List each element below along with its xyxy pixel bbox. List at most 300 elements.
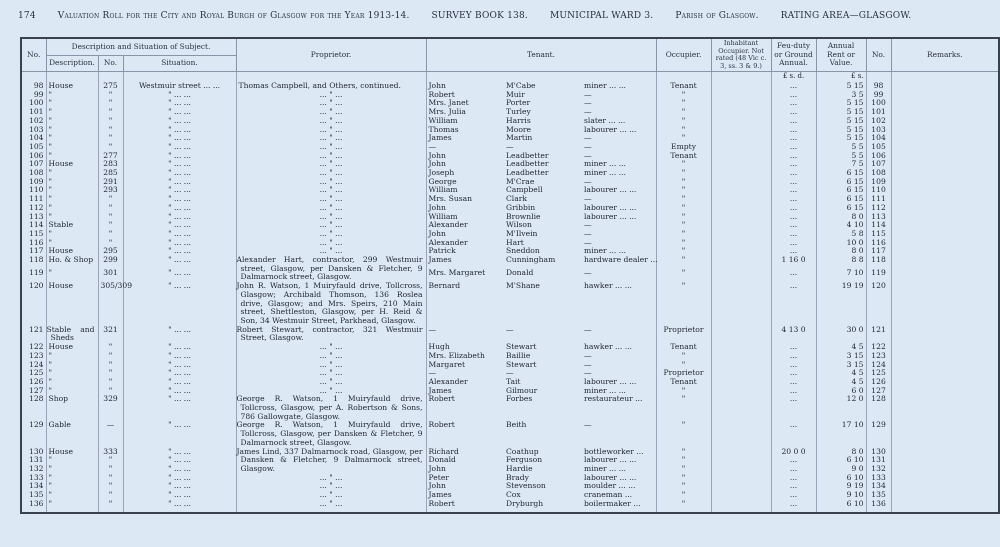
tenant-first-name: Donald <box>426 456 504 465</box>
proprietor: Robert Stewart, contractor, 321 Westmuir Street, Glasgow. <box>236 326 426 343</box>
street-number: " <box>98 361 123 370</box>
feu-duty: ... <box>771 195 816 204</box>
remarks <box>891 230 999 239</box>
proprietor: ... " ... <box>236 247 426 256</box>
inhabitant-occupier <box>711 160 771 169</box>
occupier: " <box>656 491 711 500</box>
inhabitant-occupier <box>711 326 771 343</box>
annual-rent: 6 10 <box>816 474 866 483</box>
tenant-surname: Harris <box>506 115 531 125</box>
occupier: " <box>656 395 711 421</box>
inhabitant-occupier <box>711 465 771 474</box>
occupier: " <box>656 178 711 187</box>
rent-units: £ s. <box>816 72 866 83</box>
street-number: " <box>98 221 123 230</box>
tenant-occupation: hawker ... ... <box>582 343 656 352</box>
occupier: Proprietor <box>656 326 711 343</box>
remarks <box>891 213 999 222</box>
street-number: 277 <box>98 152 123 161</box>
occupier: " <box>656 456 711 465</box>
tenant-first-name: Mrs. Janet <box>426 99 504 108</box>
remarks <box>891 491 999 500</box>
tenant-surname: — <box>506 368 514 378</box>
feu-duty: ... <box>771 378 816 387</box>
entry-number: 122 <box>21 343 46 352</box>
remarks <box>891 134 999 143</box>
col-inhabitant: Inhabitant Occupier. Not rated (48 Vic c. 3, ss. 3 & 9.) <box>711 38 771 72</box>
inhabitant-occupier <box>711 282 771 326</box>
tenant-first-name: Robert <box>426 500 504 514</box>
tenant-surname: Donald <box>506 268 534 278</box>
description: " <box>46 269 98 282</box>
street-number: " <box>98 369 123 378</box>
entry-number-right: 134 <box>866 482 891 491</box>
tenant-first-name: Joseph <box>426 169 504 178</box>
table-row <box>21 395 999 421</box>
proprietor: ... " ... <box>236 213 426 222</box>
entry-number: 127 <box>21 387 46 396</box>
inhabitant-occupier <box>711 230 771 239</box>
entry-number: 104 <box>21 134 46 143</box>
tenant-occupation: — <box>582 152 656 161</box>
description: " <box>46 178 98 187</box>
proprietor: ... " ... <box>236 178 426 187</box>
description: " <box>46 213 98 222</box>
feu-duty: ... <box>771 491 816 500</box>
tenant-occupation: miner ... ... <box>582 82 656 91</box>
situation: " ... ... <box>123 117 236 126</box>
street-number: " <box>98 352 123 361</box>
tenant-occupation: miner ... ... <box>582 387 656 396</box>
inhabitant-occupier <box>711 352 771 361</box>
entry-number: 124 <box>21 361 46 370</box>
remarks <box>891 82 999 91</box>
situation: " ... ... <box>123 456 236 465</box>
roll-title: Valuation Roll for the City and Royal Burgh of Glasgow for the Year 1913-14. <box>57 11 410 21</box>
tenant-surname: Ferguson <box>506 455 543 465</box>
description: " <box>46 186 98 195</box>
situation: " ... ... <box>123 352 236 361</box>
street-number: " <box>98 456 123 465</box>
remarks <box>891 178 999 187</box>
proprietor: ... " ... <box>236 152 426 161</box>
entry-number: 121 <box>21 326 46 343</box>
remarks <box>891 456 999 465</box>
description: " <box>46 500 98 514</box>
street-number: " <box>98 474 123 483</box>
remarks <box>891 256 999 269</box>
street-number: 305/309 <box>98 282 123 326</box>
inhabitant-occupier <box>711 448 771 457</box>
entry-number-right: 101 <box>866 108 891 117</box>
tenant-occupation: — <box>582 421 656 447</box>
inhabitant-occupier <box>711 247 771 256</box>
situation: " ... ... <box>123 269 236 282</box>
feu-duty: ... <box>771 82 816 91</box>
tenant-surname: M'Crae <box>506 176 535 186</box>
remarks <box>891 247 999 256</box>
tenant-first-name: Bernard <box>426 282 504 326</box>
remarks <box>891 152 999 161</box>
street-number: " <box>98 195 123 204</box>
proprietor: George R. Watson, 1 Muiryfauld drive, Tollcross, Glasgow, per A. Robertson & Sons, 786 Gallowgate, Glasgow. <box>236 395 426 421</box>
occupier: " <box>656 91 711 100</box>
entry-number: 110 <box>21 186 46 195</box>
tenant-first-name: Mrs. Elizabeth <box>426 352 504 361</box>
occupier: " <box>656 448 711 457</box>
annual-rent: 9 19 <box>816 482 866 491</box>
situation: " ... ... <box>123 387 236 396</box>
feu-duty: ... <box>771 343 816 352</box>
col-situation: Situation. <box>123 55 236 71</box>
description: Ho. & Shop <box>46 256 98 269</box>
street-number: 329 <box>98 395 123 421</box>
entry-number: 109 <box>21 178 46 187</box>
tenant-occupation: miner ... ... <box>582 247 656 256</box>
annual-rent: 8 0 <box>816 448 866 457</box>
tenant-first-name: Patrick <box>426 247 504 256</box>
occupier: " <box>656 282 711 326</box>
valuation-table <box>20 37 1000 514</box>
entry-number: 107 <box>21 160 46 169</box>
situation: " ... ... <box>123 152 236 161</box>
entry-number: 111 <box>21 195 46 204</box>
description: " <box>46 465 98 474</box>
street-number: " <box>98 343 123 352</box>
tenant-surname: Brownlie <box>506 211 541 221</box>
entry-number: 128 <box>21 395 46 421</box>
situation: " ... ... <box>123 178 236 187</box>
inhabitant-occupier <box>711 186 771 195</box>
entry-number-right: 126 <box>866 378 891 387</box>
inhabitant-occupier <box>711 134 771 143</box>
feu-duty: ... <box>771 395 816 421</box>
tenant-surname: Gilmour <box>506 385 538 395</box>
col-rent: Annual Rent or Value. <box>816 38 866 72</box>
description: " <box>46 108 98 117</box>
occupier: Tenant <box>656 378 711 387</box>
tenant-occupation: labourer ... ... <box>582 186 656 195</box>
entry-number-right: 99 <box>866 91 891 100</box>
description: " <box>46 169 98 178</box>
table-row <box>21 500 999 514</box>
remarks <box>891 239 999 248</box>
street-number: " <box>98 378 123 387</box>
tenant-first-name: John <box>426 465 504 474</box>
situation: " ... ... <box>123 361 236 370</box>
street-number: 321 <box>98 326 123 343</box>
street-number: " <box>98 239 123 248</box>
tenant-occupation: — <box>582 269 656 282</box>
tenant-occupation: — <box>582 108 656 117</box>
proprietor: John R. Watson, 1 Muiryfauld drive, Tollcross, Glasgow; Archibald Thomson, 136 Roslea drive, Glasgow; and Mrs. Speirs, 210 Main street, Shettleston, Glasgow, per H. Reid & Son, 34 Westmuir Street, Parkhead, Glasgow. <box>236 282 426 326</box>
situation: " ... ... <box>123 343 236 352</box>
remarks <box>891 221 999 230</box>
inhabitant-occupier <box>711 387 771 396</box>
situation: " ... ... <box>123 221 236 230</box>
remarks <box>891 169 999 178</box>
annual-rent: 5 15 <box>816 82 866 91</box>
feu-duty: ... <box>771 91 816 100</box>
tenant-occupation: — <box>582 326 656 343</box>
entry-number: 102 <box>21 117 46 126</box>
situation: Westmuir street ... ... <box>123 82 236 91</box>
inhabitant-occupier <box>711 152 771 161</box>
tenant-surname: Baillie <box>506 350 531 360</box>
entry-number: 130 <box>21 448 46 457</box>
tenant-surname: Stewart <box>506 342 537 352</box>
inhabitant-occupier <box>711 204 771 213</box>
proprietor: Thomas Campbell, and Others, continued. <box>236 82 426 91</box>
feu-duty: ... <box>771 126 816 135</box>
occupier: " <box>656 108 711 117</box>
entry-number-right: 111 <box>866 195 891 204</box>
entry-number: 131 <box>21 456 46 465</box>
occupier: " <box>656 352 711 361</box>
occupier: " <box>656 221 711 230</box>
annual-rent: 6 10 <box>816 456 866 465</box>
occupier: " <box>656 465 711 474</box>
street-number: 283 <box>98 160 123 169</box>
annual-rent: 6 15 <box>816 204 866 213</box>
inhabitant-occupier <box>711 369 771 378</box>
entry-number-right: 110 <box>866 186 891 195</box>
entry-number-right: 127 <box>866 387 891 396</box>
col-number: No. <box>98 55 123 71</box>
tenant-occupation: miner ... ... <box>582 465 656 474</box>
tenant-occupation: — <box>582 352 656 361</box>
feu-duty: ... <box>771 247 816 256</box>
entry-number: 129 <box>21 421 46 447</box>
proprietor: Alexander Hart, contractor, 299 Westmuir street, Glasgow, per Dansken & Fletcher, 9 Dalmarnock street, Glasgow. <box>236 256 426 282</box>
situation: " ... ... <box>123 369 236 378</box>
inhabitant-occupier <box>711 421 771 447</box>
tenant-first-name: Richard <box>426 448 504 457</box>
tenant-surname: M'Shane <box>506 281 540 291</box>
inhabitant-occupier <box>711 213 771 222</box>
description: House <box>46 448 98 457</box>
annual-rent: 5 5 <box>816 152 866 161</box>
tenant-first-name: John <box>426 152 504 161</box>
street-number: " <box>98 91 123 100</box>
annual-rent: 8 0 <box>816 213 866 222</box>
tenant-first-name: Robert <box>426 91 504 100</box>
entry-number: 132 <box>21 465 46 474</box>
description: " <box>46 204 98 213</box>
situation: " ... ... <box>123 282 236 326</box>
occupier: Empty <box>656 143 711 152</box>
occupier: " <box>656 169 711 178</box>
entry-number-right: 120 <box>866 282 891 326</box>
situation: " ... ... <box>123 160 236 169</box>
tenant-occupation: miner ... ... <box>582 160 656 169</box>
inhabitant-occupier <box>711 82 771 91</box>
tenant-first-name: — <box>426 326 504 343</box>
proprietor: George R. Watson, 1 Muiryfauld drive, Tollcross, Glasgow, per Dansken & Fletcher, 9 Dalmarnock street, Glasgow. <box>236 421 426 447</box>
remarks <box>891 352 999 361</box>
annual-rent: 8 8 <box>816 256 866 269</box>
description: " <box>46 474 98 483</box>
entry-number-right: 98 <box>866 82 891 91</box>
remarks <box>891 117 999 126</box>
street-number: 295 <box>98 247 123 256</box>
entry-number: 116 <box>21 239 46 248</box>
tenant-first-name: John <box>426 204 504 213</box>
situation: " ... ... <box>123 213 236 222</box>
tenant-surname: Sneddon <box>506 246 540 256</box>
street-number: " <box>98 134 123 143</box>
inhabitant-occupier <box>711 117 771 126</box>
occupier: " <box>656 421 711 447</box>
feu-duty: ... <box>771 282 816 326</box>
street-number: " <box>98 108 123 117</box>
description: " <box>46 378 98 387</box>
situation: " ... ... <box>123 326 236 343</box>
situation: " ... ... <box>123 108 236 117</box>
description: " <box>46 195 98 204</box>
tenant-surname: Leadbetter <box>506 168 549 178</box>
street-number: 333 <box>98 448 123 457</box>
street-number: " <box>98 126 123 135</box>
annual-rent: 9 0 <box>816 465 866 474</box>
entry-number: 133 <box>21 474 46 483</box>
entry-number: 99 <box>21 91 46 100</box>
tenant-first-name: Alexander <box>426 221 504 230</box>
tenant-surname: Hart <box>506 237 524 247</box>
entry-number-right: 123 <box>866 352 891 361</box>
entry-number: 113 <box>21 213 46 222</box>
description: House <box>46 247 98 256</box>
description: " <box>46 352 98 361</box>
remarks <box>891 126 999 135</box>
survey-book: SURVEY BOOK 138. <box>431 11 528 21</box>
description: " <box>46 230 98 239</box>
entry-number-right: 114 <box>866 221 891 230</box>
proprietor: ... " ... <box>236 134 426 143</box>
annual-rent: 5 15 <box>816 99 866 108</box>
entry-number-right: 102 <box>866 117 891 126</box>
col-tenant: Tenant. <box>426 38 656 72</box>
annual-rent: 10 0 <box>816 239 866 248</box>
entry-number: 123 <box>21 352 46 361</box>
entry-number-right: 122 <box>866 343 891 352</box>
entry-number: 135 <box>21 491 46 500</box>
entry-number-right: 119 <box>866 269 891 282</box>
proprietor: ... " ... <box>236 491 426 500</box>
tenant-first-name: Robert <box>426 395 504 421</box>
occupier: " <box>656 134 711 143</box>
occupier: " <box>656 474 711 483</box>
remarks <box>891 395 999 421</box>
entry-number-right: 107 <box>866 160 891 169</box>
tenant-surname: Campbell <box>506 185 543 195</box>
tenant-first-name: John <box>426 482 504 491</box>
situation: " ... ... <box>123 91 236 100</box>
street-number: " <box>98 491 123 500</box>
proprietor: ... " ... <box>236 195 426 204</box>
proprietor: ... " ... <box>236 169 426 178</box>
feu-duty: ... <box>771 143 816 152</box>
entry-number: 115 <box>21 230 46 239</box>
inhabitant-occupier <box>711 361 771 370</box>
description: Stable <box>46 221 98 230</box>
feu-duty: ... <box>771 465 816 474</box>
remarks <box>891 108 999 117</box>
page-header <box>18 11 988 21</box>
tenant-occupation: — <box>582 239 656 248</box>
occupier: Proprietor <box>656 369 711 378</box>
annual-rent: 4 5 <box>816 343 866 352</box>
col-desc-group: Description and Situation of Subject. <box>46 38 236 55</box>
description: " <box>46 387 98 396</box>
inhabitant-occupier <box>711 256 771 269</box>
table-row <box>21 282 999 326</box>
annual-rent: 6 15 <box>816 195 866 204</box>
feu-duty: ... <box>771 221 816 230</box>
description: " <box>46 239 98 248</box>
feu-duty: ... <box>771 482 816 491</box>
proprietor: ... " ... <box>236 108 426 117</box>
tenant-surname: Hardie <box>506 463 533 473</box>
inhabitant-occupier <box>711 178 771 187</box>
proprietor: ... " ... <box>236 369 426 378</box>
inhabitant-occupier <box>711 108 771 117</box>
description: " <box>46 99 98 108</box>
entry-number-right: 135 <box>866 491 891 500</box>
description: Gable <box>46 421 98 447</box>
entry-number-right: 109 <box>866 178 891 187</box>
col-proprietor: Proprietor. <box>236 38 426 72</box>
annual-rent: 4 5 <box>816 378 866 387</box>
street-number: 301 <box>98 269 123 282</box>
entry-number-right: 100 <box>866 99 891 108</box>
occupier: " <box>656 204 711 213</box>
tenant-occupation: — <box>582 361 656 370</box>
situation: " ... ... <box>123 482 236 491</box>
street-number: 293 <box>98 186 123 195</box>
remarks <box>891 500 999 514</box>
inhabitant-occupier <box>711 221 771 230</box>
tenant-first-name: William <box>426 213 504 222</box>
annual-rent: 6 15 <box>816 186 866 195</box>
description: House <box>46 343 98 352</box>
entry-number-right: 133 <box>866 474 891 483</box>
tenant-surname: Cox <box>506 490 521 500</box>
tenant-occupation: labourer ... ... <box>582 456 656 465</box>
entry-number-right: 130 <box>866 448 891 457</box>
situation: " ... ... <box>123 230 236 239</box>
remarks <box>891 91 999 100</box>
tenant-first-name: William <box>426 186 504 195</box>
tenant-first-name: James <box>426 134 504 143</box>
tenant-surname: Moore <box>506 124 532 134</box>
entry-number: 118 <box>21 256 46 269</box>
entry-number-right: 116 <box>866 239 891 248</box>
inhabitant-occupier <box>711 99 771 108</box>
inhabitant-occupier <box>711 482 771 491</box>
entry-number: 101 <box>21 108 46 117</box>
inhabitant-occupier <box>711 395 771 421</box>
occupier: " <box>656 361 711 370</box>
occupier: " <box>656 160 711 169</box>
feu-duty: ... <box>771 269 816 282</box>
tenant-occupation: hawker ... ... <box>582 282 656 326</box>
tenant-occupation: — <box>582 195 656 204</box>
proprietor: ... " ... <box>236 91 426 100</box>
feu-duty: ... <box>771 152 816 161</box>
annual-rent: 12 0 <box>816 395 866 421</box>
feu-duty: ... <box>771 352 816 361</box>
